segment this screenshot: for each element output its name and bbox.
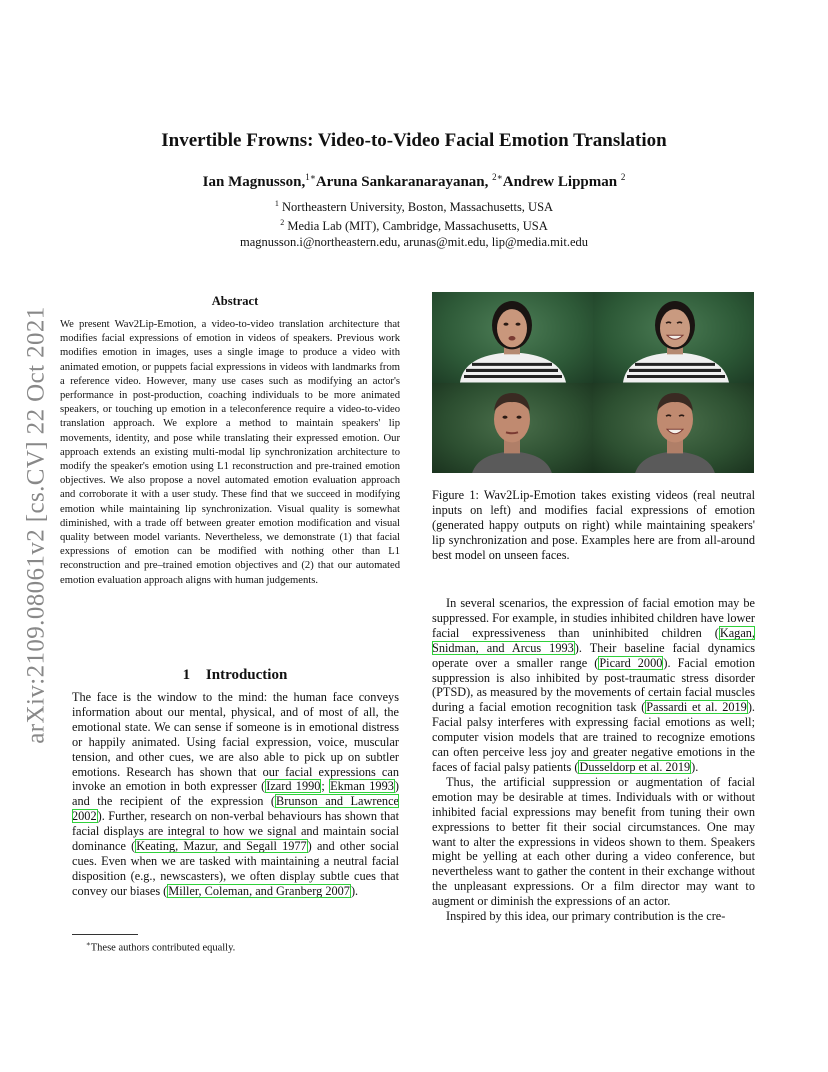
body-text: ). [350,883,359,898]
footnote [86,940,235,954]
body-text: ) and the recipient of the expression ( [72,779,399,809]
intro-paragraph [72,690,399,899]
author-name: Ian Magnusson, [202,174,306,190]
author-affil-mark: 2∗ [492,172,503,182]
author-affil-mark: 2 [620,172,626,182]
body-text: ). Facial emotion suppression is also inhibited by post-traumatic stress disorder (PTSD), as measured by the movements of certain facial muscles during a facial emotion recognition task ( [432,655,755,715]
citation-link[interactable]: Kagan, Snidman, and Arcus 1993 [432,625,755,655]
arxiv-stamp [20,290,54,760]
footnote-divider [72,934,138,935]
citation-link[interactable]: Keating, Mazur, and Segall 1977 [136,839,307,854]
author-list [90,172,738,191]
affil-text: Media Lab (MIT), Cambridge, Massachusetts, USA [284,219,548,234]
author-name: Andrew Lippman [502,174,618,190]
body-paragraph: Thus, the artificial suppression or augmentation of facial emotion may be desirable at times. Individuals with or without inhibited facial expressions may benefit from tuning their own expressions to better fit their social circumstances. One may want to alter the expressions in videos shown to them. Speakers might be yelling at each other during a video conference, but nevertheless want to gather the content in their exchange without the unpleasant expressions. Or a film director may want to augment or diminish the expressions of an actor. [432,774,755,909]
body-text: ) and other social cues. Even when we are tasked with maintaining a neutral facial disposition (e.g., newscasters), we often display subtle cues that convey our biases ( [72,839,399,898]
footnote-mark: ∗ [86,940,91,948]
paper-title: Invertible Frowns: Video-to-Video Facial Emotion Translation [161,130,667,151]
body-text: ). Facial palsy interferes with expressing facial emotions as well; computer vision models that are trained to recognize emotions can often perceive less joy and greater negative emotions in the faces of facial palsy patients ( [432,700,755,774]
affiliation-line [90,196,738,215]
affiliation-line [90,215,738,234]
body-text: In several scenarios, the expression of facial emotion may be suppressed. For example, in studies inhibited children have lower facial expressiveness than uninhibited children ( [432,596,755,640]
footnote-text: These authors contributed equally. [90,942,236,954]
right-column-body [432,596,755,924]
face-photo-happy-man [593,383,754,474]
section-heading-introduction: 1 Introduction [182,667,288,683]
author-emails: magnusson.i@northeastern.edu, arunas@mit.edu, lip@media.mit.edu [239,235,588,250]
citation-link[interactable]: Picard 2000 [599,655,663,670]
body-paragraph [432,596,755,775]
author-affil-mark: 1∗ [305,172,316,182]
citation-link[interactable]: Passardi et al. 2019 [646,700,747,715]
citation-link[interactable]: Izard 1990 [266,779,321,794]
citation-link[interactable]: Miller, Coleman, and Granberg 2007 [168,883,350,898]
abstract-text: We present Wav2Lip-Emotion, a video-to-video translation architecture that modifies facial expressions of emotion in videos of speakers. Previous work modifies emotion in images, uses a single image to produce a video with animated emotion, or puppets facial expressions in videos with landmarks from a reference video. However, many use cases such as modifying an actor's performance in post-production, coaching individuals to be more animated speakers, or touching up emotion in a teleconference require a video-to-video translation approach. We explore a method to maintain speakers' lip movements, identity, and pose while translating their expressed emotion. Our approach extends an existing multi-modal lip synchronization architecture to modify the speaker's emotion using L1 reconstruction and pre-trained emotion objectives. We also propose a novel automated emotion evaluation approach and corroborate it with a user study. These find that we succeed in modifying emotion while maintaining lip synchronization. Visual quality is somewhat diminished, with a trade off between greater emotion modification and visual quality between model variants. Nevertheless, we demonstrate (1) that facial expressions of emotion can be modified with nothing other than L1 reconstruction and pre–trained emotion objectives and (2) that our automated emotion evaluation approach aligns with human judgements. [60,319,400,586]
affiliations [90,196,738,250]
face-photo-neutral-man [432,383,593,474]
face-photo-happy-woman [593,292,754,383]
body-text: ; [321,779,330,794]
body-text: The face is the window to the mind: the human face conveys information about our mental, physical, and of most of all, the emotional state. We can sense if someone is in emotional distress or happily animated. Using facial expression, voice, muscular tension, and other cues, we are also able to pick up on subtler emotions. Research has shown that our facial expressions can invoke an emotion in both expresser ( [72,690,399,794]
figure-1-image [432,292,754,473]
body-text: ). Further, research on non-verbal behaviours has shown that facial displays are integral to how we signal and maintain social dominance ( [72,809,399,854]
citation-link[interactable]: Brunson and Lawrence 2002 [72,794,399,824]
body-paragraph: Inspired by this idea, our primary contribution is the cre- [446,909,726,924]
body-text: ). [691,759,699,774]
figure-1-caption: Figure 1: Wav2Lip-Emotion takes existing videos (real neutral inputs on left) and modifies facial expressions of emotion (generated happy outputs on right) while maintaining speakers' lip synchronization and pose. Examples here are from all-around best model on unseen faces. [432,488,755,562]
affil-text: Northeastern University, Boston, Massachusetts, USA [278,200,554,215]
arxiv-id: arXiv:2109.08061v2 [cs.CV] 22 Oct 2021 [23,306,50,744]
author-name: Aruna Sankaranarayanan, [315,174,489,190]
citation-link[interactable]: Dusseldorp et al. 2019 [579,759,691,774]
abstract-heading: Abstract [211,294,259,308]
citation-link[interactable]: Ekman 1993 [330,779,394,794]
affil-mark: 2 [280,218,285,228]
affil-mark: 1 [274,199,279,208]
face-photo-neutral-woman [432,292,593,383]
body-text: ). Their baseline facial dynamics operate over a smaller range ( [432,640,755,670]
